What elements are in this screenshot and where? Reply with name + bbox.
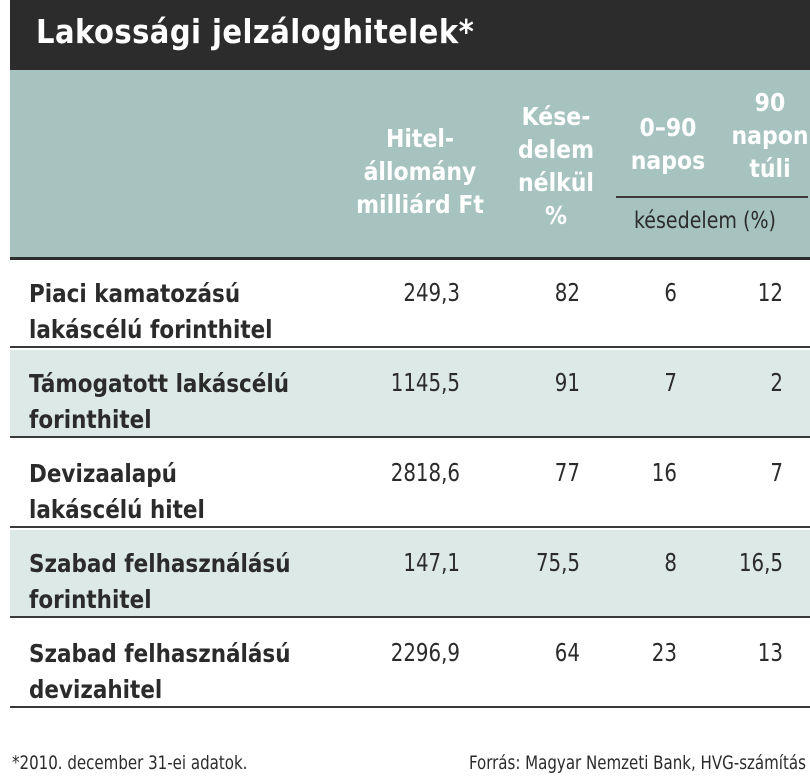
cell-no-delay: 64 xyxy=(554,638,580,667)
row-label xyxy=(29,636,313,708)
title-bar xyxy=(10,0,810,70)
col-header-line: 90 xyxy=(754,88,786,117)
row-separator xyxy=(10,346,810,348)
source-note: Forrás: Magyar Nemzeti Bank, HVG-számítás xyxy=(469,752,806,774)
row-label xyxy=(29,456,313,528)
col-header-line: állomány xyxy=(363,157,477,186)
table-row xyxy=(10,260,810,348)
table-row xyxy=(10,440,810,528)
col-header-line: napon xyxy=(731,121,809,150)
row-label-line: devizahitel xyxy=(29,675,163,704)
cell-loan-stock: 2296,9 xyxy=(390,638,460,667)
row-label-line: Szabad felhasználású xyxy=(29,639,291,668)
chart-title: Lakossági jelzáloghitelek* xyxy=(36,12,475,51)
cell-0-90: 16 xyxy=(651,458,677,487)
footnote: *2010. december 31-ei adatok. xyxy=(12,752,248,774)
row-label xyxy=(29,276,313,348)
cell-over-90: 7 xyxy=(770,458,783,487)
row-label-line: Piaci kamatozású xyxy=(29,279,241,308)
col-header-line: delem xyxy=(517,135,595,164)
row-label-line: forinthitel xyxy=(29,585,152,614)
table-row xyxy=(10,350,810,438)
cell-0-90: 8 xyxy=(664,548,677,577)
cell-over-90: 16,5 xyxy=(738,548,783,577)
cell-loan-stock: 147,1 xyxy=(403,548,460,577)
cell-no-delay: 82 xyxy=(554,278,580,307)
col-header-no-delay xyxy=(508,100,603,232)
row-label-line: forinthitel xyxy=(29,405,152,434)
cell-no-delay: 75,5 xyxy=(535,548,580,577)
table-row xyxy=(10,620,810,708)
cell-over-90: 2 xyxy=(770,368,783,397)
row-separator xyxy=(10,706,810,708)
col-header-line: Kése- xyxy=(521,102,591,131)
col-header-line: Hitel- xyxy=(385,124,455,153)
col-header-line: napos xyxy=(630,146,706,175)
col-group-label: késedelem (%) xyxy=(634,208,776,234)
col-header-line: 0–90 xyxy=(639,113,697,142)
cell-loan-stock: 249,3 xyxy=(403,278,460,307)
row-separator xyxy=(10,526,810,528)
cell-loan-stock: 2818,6 xyxy=(390,458,460,487)
cell-0-90: 23 xyxy=(651,638,677,667)
col-header-line: nélkül xyxy=(518,168,594,197)
col-header-line: túli xyxy=(749,154,791,183)
row-label-line: lakáscélú forinthitel xyxy=(29,315,273,344)
row-separator xyxy=(10,436,810,438)
header-group-divider xyxy=(616,196,808,198)
row-label-line: Devizaalapú xyxy=(29,459,177,488)
row-label xyxy=(29,546,313,618)
col-header-line: % xyxy=(544,201,568,230)
col-header-loan-stock xyxy=(345,122,495,221)
table-row xyxy=(10,530,810,618)
col-header-over-90-days xyxy=(722,86,810,185)
cell-over-90: 12 xyxy=(757,278,783,307)
cell-no-delay: 91 xyxy=(554,368,580,397)
cell-no-delay: 77 xyxy=(554,458,580,487)
col-header-line: milliárd Ft xyxy=(356,190,484,219)
cell-0-90: 7 xyxy=(664,368,677,397)
row-label-line: Támogatott lakáscélú xyxy=(29,369,290,398)
cell-over-90: 13 xyxy=(757,638,783,667)
cell-0-90: 6 xyxy=(664,278,677,307)
row-label-line: lakáscélú hitel xyxy=(29,495,205,524)
row-label-line: Szabad felhasználású xyxy=(29,549,291,578)
col-header-0-90-days xyxy=(622,111,714,177)
row-label xyxy=(29,366,313,438)
cell-loan-stock: 1145,5 xyxy=(390,368,460,397)
row-separator xyxy=(10,616,810,618)
